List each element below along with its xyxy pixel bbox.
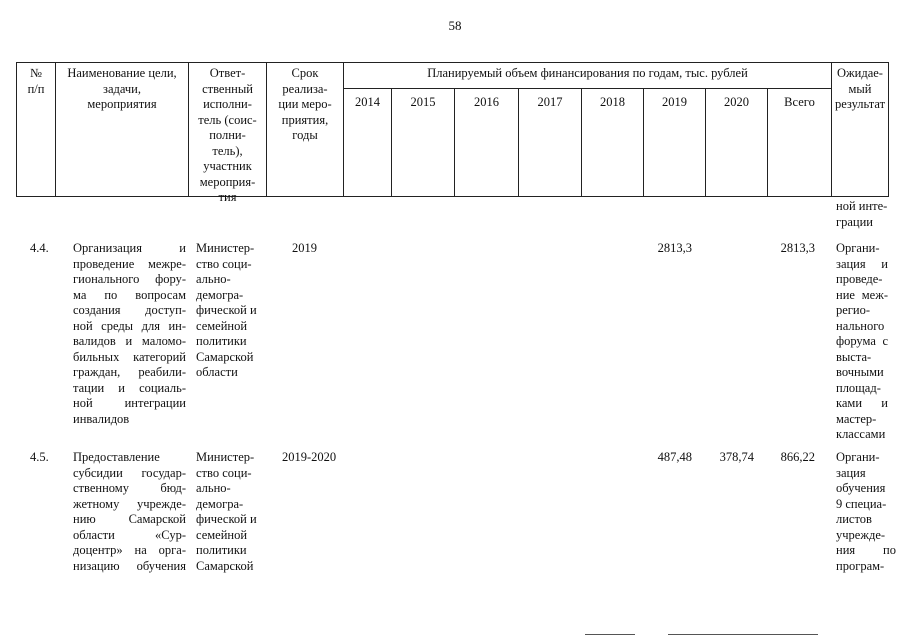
row-value-2019: 487,48 <box>657 450 692 464</box>
header-name: Наименование цели, задачи, мероприятия <box>67 66 177 111</box>
scan-artifact-line <box>585 634 635 635</box>
header-num: № п/п <box>27 66 45 96</box>
carryover-result: ной инте- грации <box>836 199 888 229</box>
row-number: 4.5. <box>30 450 49 464</box>
header-year-2016: 2016 <box>474 95 499 109</box>
row-value-2019: 2813,3 <box>657 241 692 255</box>
row-value-2020: 378,74 <box>719 450 754 464</box>
header-year-2015: 2015 <box>410 95 436 109</box>
financing-header-divider <box>343 88 831 89</box>
row-term: 2019 <box>292 241 317 255</box>
header-year-2017: 2017 <box>537 95 563 109</box>
header-total: Всего <box>784 95 815 109</box>
row-value-total: 866,22 <box>780 450 815 464</box>
header-term: Срок реализа- ции меро- приятия, годы <box>278 66 332 142</box>
row-name: Предоставление субсидии государ- ственному бюд- жетному учрежде- нию Самарской области «Сур- доцентр» на орга- низацию обучения <box>73 450 186 573</box>
row-executor: Министер- ство соци- ально- демогра- фической и семейной политики Самарской <box>196 450 257 573</box>
header-executor: Ответ- ственный исполни- тель (соис- полни- тель), участник мероприя- тия <box>198 66 257 204</box>
header-year-2019: 2019 <box>662 95 687 109</box>
row-value-total: 2813,3 <box>780 241 815 255</box>
scan-artifact-line <box>668 634 818 635</box>
header-result: Ожидае- мый результат <box>834 66 886 111</box>
header-financing: Планируемый объем финансирования по годам, тыс. рублей <box>427 66 748 80</box>
header-bottom-border <box>16 196 889 197</box>
col-divider <box>343 62 344 196</box>
header-year-2020: 2020 <box>724 95 749 109</box>
header-year-2018: 2018 <box>600 95 625 109</box>
row-term: 2019-2020 <box>282 450 337 464</box>
row-name: Организация и проведение межре- гионального фору- ма по вопросам создания доступ- ной среды для ин- валидов и маломо- бильных категорий граждан, реабили- тации и социаль- ной интеграции инвалидов <box>73 241 186 426</box>
header-year-2014: 2014 <box>355 95 380 109</box>
table-right-border <box>888 62 889 196</box>
row-executor: Министер- ство соци- ально- демогра- фической и семейной политики Самарской области <box>196 241 257 379</box>
page-number: 58 <box>448 18 462 33</box>
row-result: Органи- зация и проведе- ние меж- регио- нального форума с выста- вочными площад- ками и мастер- классами <box>836 241 888 441</box>
row-number: 4.4. <box>30 241 49 255</box>
table-top-border <box>16 62 889 63</box>
row-result: Органи- зация обучения 9 специа- листов учрежде- ния по програм- <box>836 450 896 573</box>
